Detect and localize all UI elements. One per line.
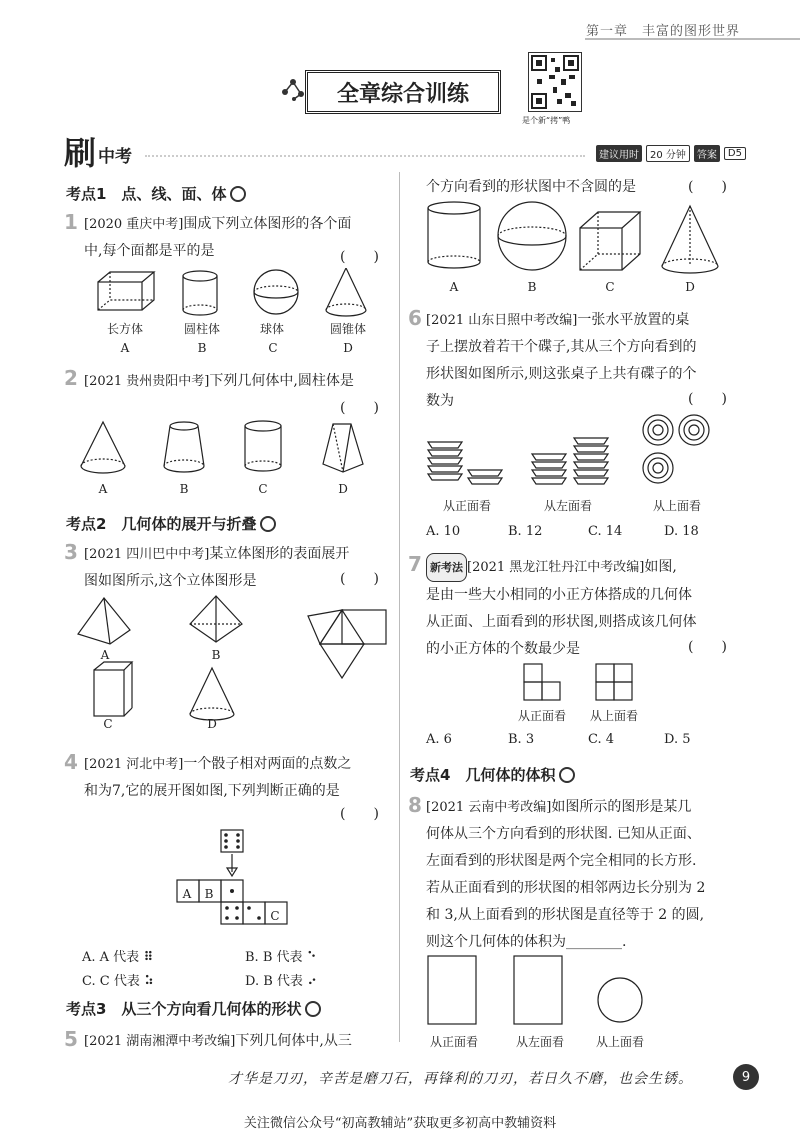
q3-answer-blank[interactable]: ( ) <box>340 571 379 587</box>
q2-text1: 下列几何体中,圆柱体是 <box>209 373 354 389</box>
shua-label: 刷 <box>64 134 97 172</box>
q8-view-front: 从正面看 <box>429 1035 478 1049</box>
q3-figures <box>70 594 400 724</box>
q5-stem-cont: 个方向看到的形状图中不含圆的是 <box>426 179 636 195</box>
q1-opt-c[interactable]: C <box>268 341 278 355</box>
q5-opt-b[interactable]: B <box>527 280 537 294</box>
q2-opt-c[interactable]: C <box>258 482 268 496</box>
q7-choice-c[interactable]: C. 4 <box>588 732 615 747</box>
q4-source: [2021 河北中考] <box>84 757 184 772</box>
time-label: 建议用时 <box>596 145 642 162</box>
q1-opt-a[interactable]: A <box>120 341 130 355</box>
q7-number: 7 <box>408 552 422 576</box>
q1-opt-b[interactable]: B <box>197 341 207 355</box>
q5-source: [2021 湖南湘潭中考改编] <box>84 1034 236 1049</box>
q8-text2: 何体从三个方向看到的形状图. 已知从正面、 <box>426 826 701 842</box>
header-divider <box>585 38 800 40</box>
q3-text1: 某立体图形的表面展开 <box>209 546 350 562</box>
q1-opt-d[interactable]: D <box>343 341 353 355</box>
q2-figures <box>75 418 385 480</box>
q5-opt-a[interactable]: A <box>449 280 459 294</box>
q4-choice-c[interactable] <box>82 970 154 989</box>
q2-number: 2 <box>64 366 78 390</box>
q3-opt-a[interactable]: A <box>100 648 110 662</box>
q7-answer-blank[interactable]: ( ) <box>688 639 727 655</box>
kaodian-2-title: 考点2 几何体的展开与折叠 <box>66 515 257 533</box>
q8-text6[interactable]: 则这个几何体的体积为________. <box>426 934 627 950</box>
q4-choice-c-text: C. C 代表 <box>82 974 140 989</box>
footer-note: 关注微信公众号“初高教辅站”获取更多初高中教辅资料 <box>243 1116 557 1131</box>
page-number: 9 <box>733 1064 759 1090</box>
q1-label-b: 圆柱体 <box>183 322 220 336</box>
net-face-c: C <box>270 909 280 923</box>
q2-opt-d[interactable]: D <box>338 482 348 496</box>
q3-opt-b[interactable]: B <box>211 648 221 662</box>
q1-label-c: 球体 <box>259 322 284 336</box>
six-dots-icon: ⠿ <box>143 950 152 965</box>
q6-choice-b[interactable]: B. 12 <box>508 524 543 539</box>
q7-source: [2021 黑龙江牡丹江中考改编] <box>467 560 645 575</box>
q4-choice-d[interactable] <box>245 970 317 989</box>
net-face-b: B <box>204 887 214 901</box>
q7-choice-b[interactable]: B. 3 <box>508 732 535 747</box>
q8-text5: 和 3,从上面看到的形状图是直径等于 2 的圆, <box>426 907 705 923</box>
q1-figures <box>90 268 390 320</box>
kaodian-4-heading <box>410 764 575 785</box>
target-icon <box>559 767 575 783</box>
q3-source: [2021 四川巴中中考] <box>84 547 210 562</box>
zhongkao-label: 中考 <box>98 147 132 167</box>
q7-figures <box>520 662 640 702</box>
q4-choice-a-text: A. A 代表 <box>82 950 140 965</box>
q4-answer-blank[interactable]: ( ) <box>340 806 379 822</box>
q4-choice-a[interactable] <box>82 946 151 965</box>
q3-opt-d[interactable]: D <box>207 717 217 731</box>
target-icon <box>230 186 246 202</box>
q1-answer-blank[interactable]: ( ) <box>340 249 379 265</box>
q5-text1: 下列几何体中,从三 <box>235 1033 352 1049</box>
q3-number: 3 <box>64 540 78 564</box>
three-dots-icon: ⠔ <box>307 974 318 989</box>
kaodian-4-title: 考点4 几何体的体积 <box>410 766 556 784</box>
motto: 才华是刀刃，辛苦是磨刀石，再锋利的刀刃，若日久不磨，也会生锈。 <box>228 1071 693 1087</box>
q2-opt-b[interactable]: B <box>179 482 189 496</box>
q7-choice-a[interactable]: A. 6 <box>426 732 452 747</box>
q6-figures <box>420 408 740 492</box>
q4-choice-b[interactable] <box>245 946 317 965</box>
q3-opt-c[interactable]: C <box>103 717 113 731</box>
q8-text1: 如图所示的图形是某几 <box>551 799 692 815</box>
net-face-a: A <box>182 887 192 901</box>
q6-text1: 一张水平放置的桌 <box>577 312 690 328</box>
q7-view-top: 从上面看 <box>589 709 638 723</box>
kaodian-1-heading <box>66 183 246 204</box>
q7-text4: 的小正方体的个数最少是 <box>426 641 580 657</box>
q4-text2: 和为7,它的展开图如图,下列判断正确的是 <box>84 783 340 799</box>
q5-figures <box>420 198 740 276</box>
two-dots-icon: ⠑ <box>306 950 317 965</box>
q2-stem <box>84 368 394 395</box>
q4-text1: 一个骰子相对两面的点数之 <box>183 756 352 772</box>
kaodian-2-heading <box>66 513 276 534</box>
chapter-title: 第一章 丰富的图形世界 <box>585 24 740 39</box>
answer-page: D5 <box>724 147 746 160</box>
new-method-badge: 新考法 <box>426 553 467 582</box>
q5-opt-c[interactable]: C <box>605 280 615 294</box>
target-icon <box>260 516 276 532</box>
target-icon <box>305 1001 321 1017</box>
q6-choice-d[interactable]: D. 18 <box>664 524 699 539</box>
q6-text3: 形状图如图所示,则这张桌子上共有碟子的个 <box>426 366 697 382</box>
q6-choice-a[interactable]: A. 10 <box>426 524 461 539</box>
q2-answer-blank[interactable]: ( ) <box>340 400 379 416</box>
kaodian-3-title: 考点3 从三个方向看几何体的形状 <box>66 1000 302 1018</box>
q4-choice-b-text: B. B 代表 <box>245 950 303 965</box>
q8-view-left: 从左面看 <box>515 1035 564 1049</box>
q4-choice-d-text: D. B 代表 <box>245 974 303 989</box>
q8-text4: 若从正面看到的形状图的相邻两边长分别为 2 <box>426 880 706 896</box>
q8-number: 8 <box>408 793 422 817</box>
q6-view-front: 从正面看 <box>442 499 491 513</box>
q7-view-front: 从正面看 <box>517 709 566 723</box>
q7-text2: 是由一些大小相同的小正方体搭成的几何体 <box>426 587 692 603</box>
q8-figures <box>420 954 740 1028</box>
q7-text3: 从正面、上面看到的形状图,则搭成该几何体 <box>426 614 697 630</box>
time-box <box>596 145 746 162</box>
answer-label: 答案 <box>694 145 720 162</box>
q1-source: [2020 重庆中考] <box>84 217 184 232</box>
q2-source: [2021 贵州贵阳中考] <box>84 374 210 389</box>
q7-text1: 如图, <box>644 559 677 575</box>
q4-stem <box>84 751 394 805</box>
q6-view-top: 从上面看 <box>652 499 701 513</box>
q1-label-d: 圆锥体 <box>329 322 366 336</box>
section-banner: 全章综合训练 <box>305 70 501 114</box>
dotted-divider <box>145 155 585 157</box>
q6-text4: 数为 <box>426 393 454 409</box>
qr-code-icon[interactable] <box>528 52 582 112</box>
q8-stem <box>426 794 756 956</box>
q5-stem <box>84 1028 394 1055</box>
q2-opt-a[interactable]: A <box>98 482 108 496</box>
kaodian-1-title: 考点1 点、线、面、体 <box>66 185 227 203</box>
q6-number: 6 <box>408 306 422 330</box>
q1-label-a: 长方体 <box>106 322 143 336</box>
q6-text2: 子上摆放着若干个碟子,其从三个方向看到的 <box>426 339 697 355</box>
time-value: 20 分钟 <box>646 145 690 162</box>
q1-number: 1 <box>64 210 78 234</box>
molecule-icon <box>280 72 306 102</box>
q5-answer-blank[interactable]: ( ) <box>688 179 727 195</box>
q1-text1: 围成下列立体图形的各个面 <box>183 216 352 232</box>
q6-choice-c[interactable]: C. 14 <box>588 524 623 539</box>
q6-answer-blank[interactable]: ( ) <box>688 391 727 407</box>
q7-choice-d[interactable]: D. 5 <box>664 732 691 747</box>
q8-source: [2021 云南中考改编] <box>426 800 552 815</box>
q5-number: 5 <box>64 1027 78 1051</box>
q3-text2: 图如图所示,这个立体图形是 <box>84 573 257 589</box>
q8-view-top: 从上面看 <box>595 1035 644 1049</box>
q5-opt-d[interactable]: D <box>685 280 695 294</box>
qr-caption: 是个新“拷”鸭 <box>522 116 571 125</box>
q6-view-left: 从左面看 <box>543 499 592 513</box>
q1-text2: 中,每个面都是平的是 <box>84 243 215 259</box>
five-dots-icon: ⠵ <box>143 974 155 989</box>
q8-text3: 左面看到的形状图是两个完全相同的长方形. <box>426 853 697 869</box>
q6-source: [2021 山东日照中考改编] <box>426 313 578 328</box>
q4-number: 4 <box>64 750 78 774</box>
kaodian-3-heading <box>66 998 321 1019</box>
